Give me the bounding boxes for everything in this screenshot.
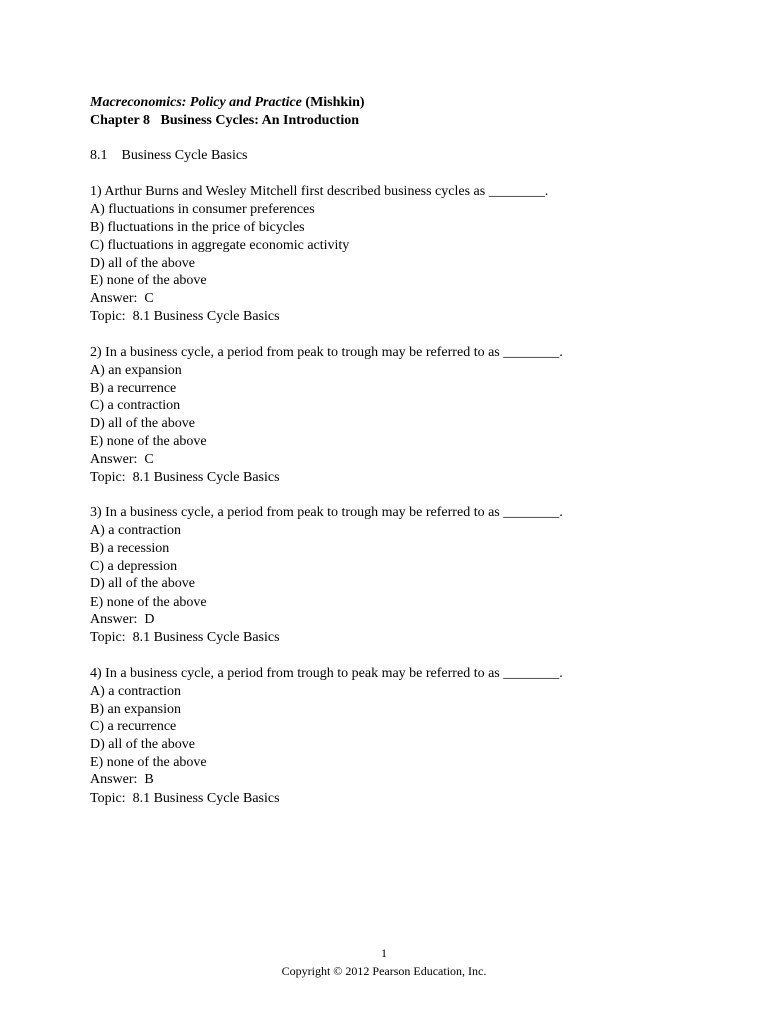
answer-option: A) fluctuations in consumer preferences — [90, 202, 315, 217]
answer-option: E) none of the above — [90, 273, 207, 288]
answer-key: Answer: C — [90, 291, 154, 306]
book-author: (Mishkin) — [301, 95, 365, 110]
section-heading: 8.1 Business Cycle Basics — [90, 148, 248, 163]
answer-option: D) all of the above — [90, 256, 195, 271]
answer-option: E) none of the above — [90, 434, 207, 449]
answer-option: C) a contraction — [90, 398, 181, 413]
question-stem: 1) Arthur Burns and Wesley Mitchell first described business cycles as ________. — [90, 184, 549, 199]
topic-label: Topic: 8.1 Business Cycle Basics — [90, 791, 280, 806]
book-title: Macreconomics: Policy and Practice — [90, 95, 302, 110]
answer-option: E) none of the above — [90, 595, 207, 610]
answer-key: Answer: C — [90, 452, 154, 467]
copyright-notice: Copyright © 2012 Pearson Education, Inc. — [281, 964, 487, 978]
question-stem: 2) In a business cycle, a period from peak to trough may be referred to as ________. — [90, 345, 563, 360]
answer-key: Answer: B — [90, 772, 154, 787]
answer-option: A) an expansion — [90, 363, 182, 378]
answer-key: Answer: D — [90, 612, 155, 627]
answer-option: D) all of the above — [90, 737, 195, 752]
topic-label: Topic: 8.1 Business Cycle Basics — [90, 630, 280, 645]
answer-option: D) all of the above — [90, 416, 195, 431]
page-number: 1 — [381, 946, 387, 960]
answer-option: B) fluctuations in the price of bicycles — [90, 220, 305, 235]
answer-option: B) an expansion — [90, 702, 181, 717]
answer-option: A) a contraction — [90, 523, 181, 538]
chapter-title: Chapter 8 Business Cycles: An Introduction — [90, 113, 360, 128]
topic-label: Topic: 8.1 Business Cycle Basics — [90, 309, 280, 324]
answer-option: A) a contraction — [90, 684, 181, 699]
question-stem: 3) In a business cycle, a period from peak to trough may be referred to as ________. — [90, 505, 563, 520]
topic-label: Topic: 8.1 Business Cycle Basics — [90, 470, 280, 485]
answer-option: C) fluctuations in aggregate economic activity — [90, 238, 350, 253]
answer-option: B) a recurrence — [90, 381, 177, 396]
answer-option: C) a recurrence — [90, 719, 177, 734]
book-title-line — [90, 94, 365, 112]
answer-option: C) a depression — [90, 559, 178, 574]
question-stem: 4) In a business cycle, a period from trough to peak may be referred to as ________. — [90, 666, 563, 681]
answer-option: B) a recession — [90, 541, 170, 556]
answer-option: D) all of the above — [90, 576, 195, 591]
answer-option: E) none of the above — [90, 755, 207, 770]
